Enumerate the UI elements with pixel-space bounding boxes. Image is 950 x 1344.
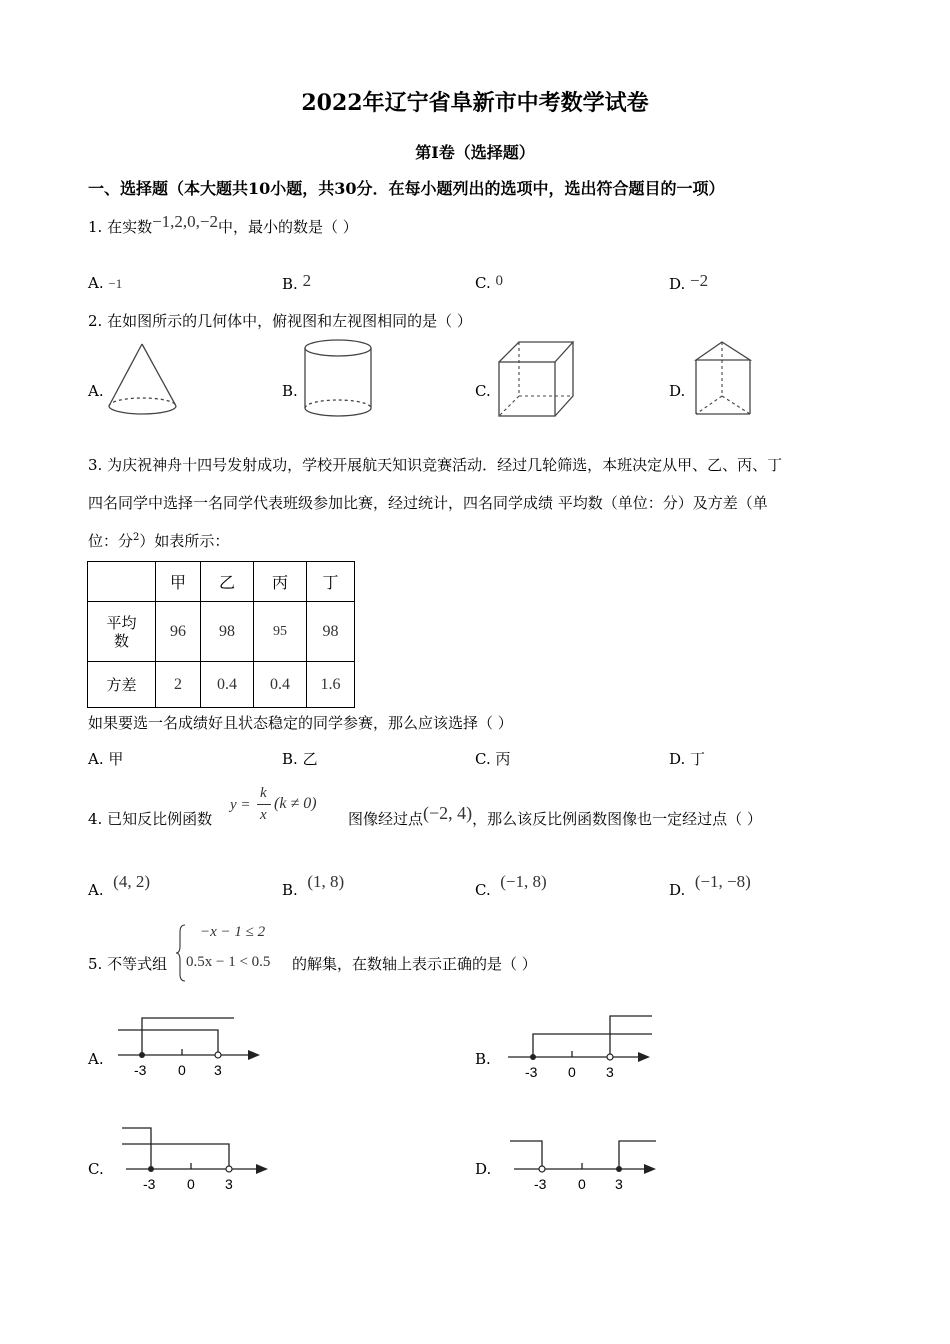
table-row — [88, 602, 355, 662]
scores-table — [87, 561, 355, 708]
option-value: (−1, −8) — [694, 872, 751, 891]
tick-label: 0 — [578, 1176, 586, 1192]
option-value: 0 — [495, 273, 503, 289]
table-cell: 0.4 — [201, 662, 254, 708]
inequality-2: 0.5x − 1 < 0.5 — [186, 954, 271, 970]
q3-option-c[interactable] — [475, 748, 511, 769]
table-cell: 1.6 — [307, 662, 355, 708]
formula-condition: (k ≠ 0) — [274, 795, 317, 812]
tick-label: 0 — [178, 1062, 186, 1078]
option-value: (−1, 8) — [500, 872, 547, 891]
row-label-line: 数 — [113, 631, 129, 650]
table-cell: 98 — [307, 602, 355, 662]
number-line-d — [506, 1124, 666, 1194]
row-label-line: 平均 — [106, 613, 137, 632]
q4-prefix: 4. 已知反比例函数 — [88, 810, 213, 828]
number-line-b — [500, 1012, 660, 1082]
option-label: C. — [475, 881, 491, 899]
inequality-1: −x − 1 ≤ 2 — [200, 924, 266, 940]
option-label: B. — [282, 750, 298, 768]
triangular-prism-figure — [692, 338, 754, 418]
tick-label: -3 — [525, 1064, 538, 1080]
q5-suffix: 的解集，在数轴上表示正确的是（ ） — [292, 955, 537, 973]
tick-label: -3 — [534, 1176, 547, 1192]
cone-figure — [106, 342, 182, 418]
q5-option-d-label[interactable]: D. — [475, 1160, 492, 1178]
tick-label: -3 — [134, 1062, 147, 1078]
q2-option-a-label[interactable]: A. — [88, 382, 104, 400]
q2-option-b-label[interactable]: B. — [282, 382, 298, 400]
number-line-c — [118, 1124, 278, 1194]
formula-denominator: x — [260, 807, 267, 823]
q5-option-b-label[interactable]: B. — [475, 1050, 491, 1068]
q1-numbers: −1,2,0,−2 — [152, 212, 219, 231]
q3-superscript: 2 — [133, 532, 140, 543]
tick-label: 3 — [606, 1064, 614, 1080]
q4-suffix: ，那么该反比例函数图像也一定经过点（ ） — [472, 810, 762, 828]
option-label: A. — [88, 274, 104, 292]
q1-option-c[interactable] — [475, 274, 503, 293]
page-title: 2022年辽宁省阜新市中考数学试卷 — [301, 90, 649, 116]
table-cell: 96 — [156, 602, 201, 662]
option-value: −2 — [690, 271, 709, 290]
q1-option-d[interactable] — [669, 271, 709, 294]
q2-option-c-label[interactable]: C. — [475, 382, 491, 400]
table-row — [88, 662, 355, 708]
table-header-cell: 甲 — [156, 562, 201, 602]
tick-label: 0 — [187, 1176, 195, 1192]
table-cell: 95 — [254, 602, 307, 662]
tick-label: 3 — [615, 1176, 623, 1192]
option-value: 甲 — [108, 750, 124, 768]
question-1 — [88, 212, 358, 237]
question-3-prompt: 如果要选一名成绩好且状态稳定的同学参赛，那么应该选择（ ） — [88, 714, 513, 732]
q5-option-c-label[interactable]: C. — [88, 1160, 104, 1178]
table-row-label — [88, 602, 156, 662]
cube-figure — [495, 340, 577, 420]
table-header-cell: 丁 — [307, 562, 355, 602]
formula-numerator: k — [260, 785, 267, 801]
table-header-cell: 乙 — [201, 562, 254, 602]
option-label: B. — [282, 881, 298, 899]
option-label: D. — [669, 275, 686, 293]
option-label: D. — [669, 881, 686, 899]
q4-option-d[interactable] — [669, 872, 751, 899]
table-corner-cell — [88, 562, 156, 602]
option-label: A. — [88, 750, 104, 768]
q4-point: (−2, 4) — [423, 803, 473, 823]
q3-option-a[interactable] — [88, 748, 123, 769]
q5-option-a-label[interactable]: A. — [88, 1050, 104, 1068]
volume-subtitle: 第I卷（选择题） — [415, 143, 535, 162]
option-label: D. — [669, 750, 686, 768]
q1-option-a[interactable] — [88, 274, 122, 292]
fraction-bar — [257, 804, 271, 805]
option-value: (4, 2) — [113, 872, 150, 891]
section-heading: 一、选择题（本大题共10小题，共30分．在每小题列出的选项中，选出符合题目的一项） — [88, 179, 725, 198]
option-value: 2 — [302, 271, 312, 290]
option-value: 乙 — [302, 750, 318, 768]
option-label: B. — [282, 275, 298, 293]
q3-line3-end: ）如表所示： — [139, 532, 230, 550]
question-3-line-1: 3. 为庆祝神舟十四号发射成功，学校开展航天知识竞赛活动．经过几轮筛选，本班决定从甲、乙、丙、丁 — [88, 456, 783, 474]
option-value: −1 — [108, 276, 123, 291]
table-header-cell: 丙 — [254, 562, 307, 602]
question-2: 2. 在如图所示的几何体中，俯视图和左视图相同的是（ ） — [88, 312, 472, 330]
left-brace-icon — [176, 924, 186, 982]
q4-middle — [348, 803, 762, 829]
formula-lhs: y = — [230, 797, 251, 813]
table-header-row — [88, 562, 355, 602]
q3-option-d[interactable] — [669, 748, 705, 769]
tick-label: 0 — [568, 1064, 576, 1080]
option-label: A. — [88, 881, 104, 899]
q4-option-c[interactable] — [475, 872, 547, 899]
option-label: C. — [475, 274, 491, 292]
tick-label: -3 — [143, 1176, 156, 1192]
option-value: 丙 — [495, 750, 511, 768]
option-value: 丁 — [690, 750, 706, 768]
cylinder-figure — [302, 338, 374, 420]
q4-option-b[interactable] — [282, 872, 345, 899]
table-cell: 0.4 — [254, 662, 307, 708]
table-cell: 2 — [156, 662, 201, 708]
tick-label: 3 — [214, 1062, 222, 1078]
q3-option-b[interactable] — [282, 748, 318, 769]
number-line-a — [110, 1012, 270, 1082]
option-label: C. — [475, 750, 491, 768]
tick-label: 3 — [225, 1176, 233, 1192]
table-row-label: 方差 — [88, 662, 156, 708]
q1-prefix: 1. 在实数 — [88, 218, 153, 236]
q1-option-b[interactable] — [282, 271, 312, 294]
q3-line3-start: 位：分 — [88, 532, 134, 550]
q4-middle-text: 图像经过点 — [348, 810, 424, 828]
q1-suffix: 中，最小的数是（ ） — [218, 218, 358, 236]
q5-prefix: 5. 不等式组 — [88, 955, 168, 973]
q4-option-a[interactable] — [88, 872, 150, 899]
question-3-line-2: 四名同学中选择一名同学代表班级参加比赛，经过统计，四名同学成绩 平均数（单位：分）及方差（单 — [88, 494, 768, 512]
q2-option-d-label[interactable]: D. — [669, 382, 686, 400]
option-value: (1, 8) — [307, 872, 345, 891]
question-3-line-3 — [88, 530, 229, 551]
inequality-system — [176, 924, 296, 984]
table-cell: 98 — [201, 602, 254, 662]
